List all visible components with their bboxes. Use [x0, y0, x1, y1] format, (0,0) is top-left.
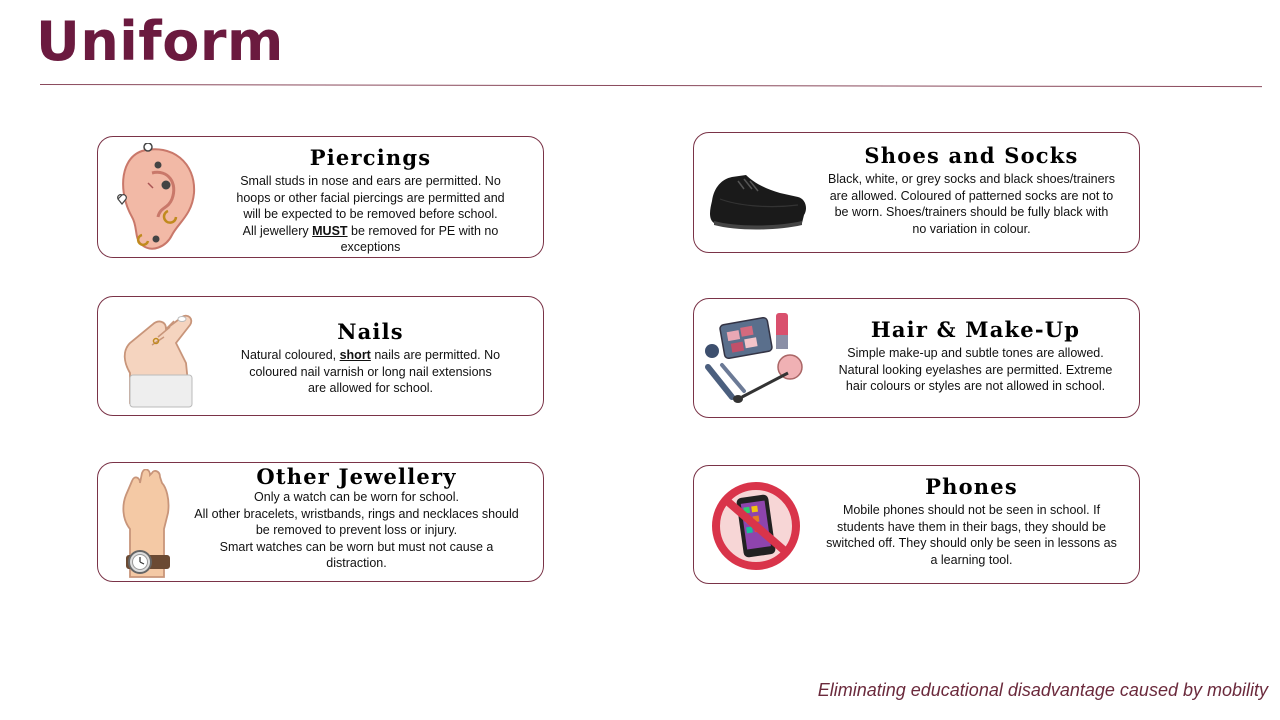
footer-tagline: Eliminating educational disadvantage caused by mobility [817, 680, 1268, 700]
card-hair-and-make-up-title: Hair & Make-Up [870, 317, 1081, 342]
card-piercings-text: Small studs in nose and ears are permitted. No hoops or other facial piercings are permitted and will be expected to be removed before school. All jewellery MUST be removed for PE with no exceptions [236, 174, 505, 254]
card-other-jewellery-text: Only a watch can be worn for school. All other bracelets, wristbands, rings and necklaces should be removed to prevent loss or injury. Smart watches can be worn but must not cause a distraction. [194, 490, 519, 570]
card-hair-and-make-up-body [820, 317, 1131, 411]
no-phone-icon [710, 480, 802, 572]
card-phones-title: Phones [925, 474, 1018, 499]
card-piercings-title: Piercings [309, 145, 432, 170]
trainer-icon [706, 139, 810, 249]
card-nails-text: Natural coloured, short nails are permitted. No coloured nail varnish or long nail extensions are allowed for school. [240, 348, 501, 395]
card-hair-and-make-up [693, 298, 1140, 418]
page-title: Uniform [36, 10, 284, 73]
card-piercings-body [206, 145, 535, 254]
makeup-icon [702, 307, 814, 411]
hand-nails-icon [112, 303, 198, 413]
card-shoes-and-socks-title: Shoes and Socks [864, 143, 1079, 168]
card-phones [693, 465, 1140, 584]
wrist-watch-icon [116, 469, 176, 579]
card-other-jewellery-title: Other Jewellery [256, 464, 457, 489]
card-other-jewellery-body [178, 464, 535, 575]
card-hair-and-make-up-text: Simple make-up and subtle tones are allowed. Natural looking eyelashes are permitted. Extreme hair colours or styles are not allowed in school. [838, 346, 1113, 393]
card-other-jewellery [97, 462, 544, 582]
card-nails [97, 296, 544, 416]
card-nails-title: Nails [337, 319, 404, 344]
card-shoes-and-socks-body [812, 143, 1131, 246]
ear-icon [112, 143, 198, 253]
card-phones-body [812, 474, 1131, 577]
card-shoes-and-socks [693, 132, 1140, 253]
title-divider [40, 84, 1262, 87]
card-shoes-and-socks-text: Black, white, or grey socks and black shoes/trainers are allowed. Coloured of patterned socks are not to be worn. Shoes/trainers should be fully black with no variation in colour. [828, 172, 1115, 236]
card-phones-text: Mobile phones should not be seen in school. If students have them in their bags, they should be switched off. They should only be seen in lessons as a learning tool. [826, 503, 1117, 567]
card-nails-body [206, 319, 535, 409]
card-piercings [97, 136, 544, 258]
